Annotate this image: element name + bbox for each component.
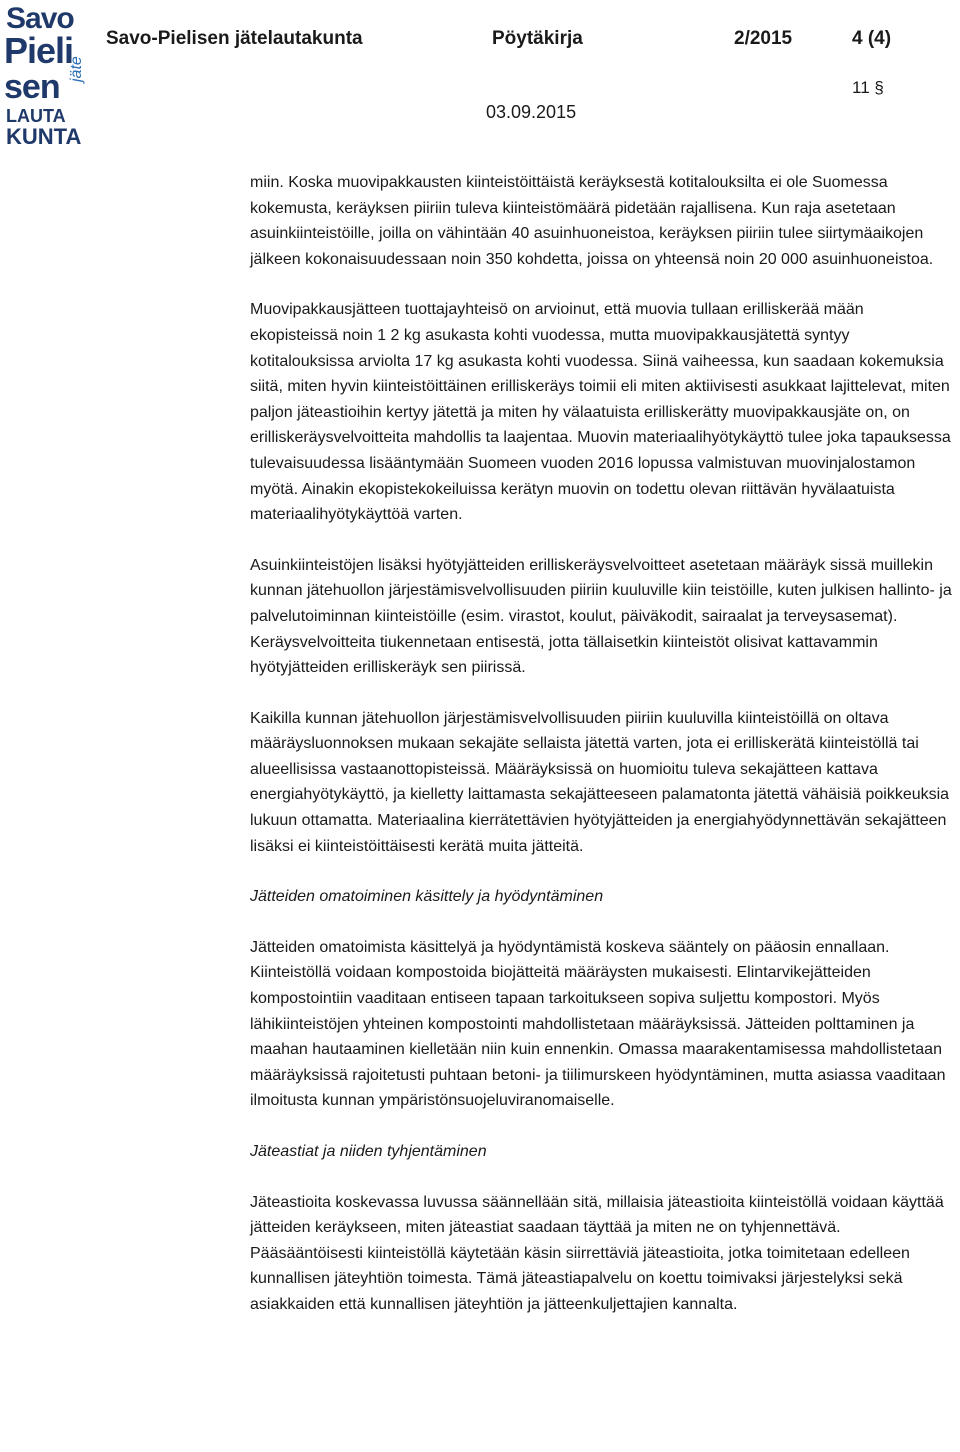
document-body <box>250 170 954 1343</box>
logo-line-lauta: LAUTA <box>6 106 66 126</box>
paragraph-1: miin. Koska muovipakkausten kiinteistöittäistä keräyksestä kotitalouksilta ei ole Suomessa kokemusta, keräyksen piiriin tuleva kiinteistömäärä pidetään rajallisena. Kun raja asetetaan asuinkiinteistöille, joilla on vähintään 40 asuinhuoneistoa, keräyksen piiriin tulee siirtymäaikojen jälkeen kokonaisuudessaan noin 350 kohdetta, joissa on yhteensä noin 20 000 asuinhuoneistoa. <box>250 174 934 268</box>
logo-line-savo: Savo <box>6 2 74 35</box>
paragraph-4: Kaikilla kunnan jätehuollon järjestämisvelvollisuuden piiriin kuuluvilla kiinteistöillä on oltava määräysluonnoksen mukaan sekajäte sellaista jätettä varten, jota ei erilliskerätä kiinteistöllä tai alueellisissa vastaanottopisteissä. Määräyksissä on huomioitu tuleva sekajätteen kattava energiahyötykäyttö, ja kielletty laittamasta sekajätteeseen palamatonta jätettä vähäisiä poikkeuksia lukuun ottamatta. Materiaalina kierrätettävien hyötyjätteiden ja energiahyödynnettävän sekajätteen lisäksi ei kiinteistöittäisesti kerätä muita jätteitä. <box>250 709 950 855</box>
paragraph-3: Asuinkiinteistöjen lisäksi hyötyjätteiden erilliskeräysvelvoitteet asetetaan määräyk sissä muillekin kunnan jätehuollon järjestämisvelvollisuuden piiriin kuuluville kiin teistöille, kuten julkisen hallinto- ja palvelutoiminnan kiinteistöille (esim. virastot, koulut, päiväkodit, sairaalat ja terveysasemat). Keräysvelvoitteita tiukennetaan entisestä, jotta tällaisetkin kiinteistöt olisivat kattavammin hyötyjätteiden erilliskeräyk sen piirissä. <box>250 556 952 677</box>
header-document-type: Pöytäkirja <box>492 28 583 49</box>
header-document-number: 2/2015 <box>734 28 793 49</box>
logo-vertical-jate: jäte <box>68 56 85 82</box>
subheading-waste-containers: Jäteastiat ja niiden tyhjentäminen <box>250 1143 487 1160</box>
logo-line-sen: sen <box>4 68 60 106</box>
subheading-waste-treatment: Jätteiden omatoiminen käsittely ja hyödyntäminen <box>250 888 604 906</box>
logo-line-pieli: Pieli <box>4 30 74 71</box>
paragraph-6: Jäteastioita koskevassa luvussa säännellään sitä, millaisia jäteastioita kiinteistöllä voidaan käyttää jätteiden keräykseen, miten jäteastiat saadaan täyttää ja miten ne on tyhjennettävä. Pääsääntöisesti kiinteistöllä käytetään käsin siirrettäviä jäteastioita, jotka toimitetaan edelleen kunnallisen jäteyhtiön toimesta. Tämä jäteastiapalvelu on koettu toimivaksi järjestelyksi sekä asiakkaiden että kunnallisen jäteyhtiön ja jätteenkuljettajien kannalta. <box>250 1193 944 1313</box>
header-page-number: 4 (4) <box>852 28 892 49</box>
header-section-number: 11 § <box>852 78 884 97</box>
organization-logo <box>2 2 100 150</box>
header-date: 03.09.2015 <box>486 102 577 122</box>
paragraph-2: Muovipakkausjätteen tuottajayhteisö on arvioinut, että muovia tullaan erilliskerää mään ekopisteissä noin 1 2 kg asukasta kohti vuodessa, mutta muovipakkausjätettä syntyy kotitalouksissa arviolta 17 kg asukasta kohti vuodessa. Siinä vaiheessa, kun saadaan kokemuksia siitä, miten hyvin kiinteistöittäinen erilliskeräys toimii eli miten aktiivisesti asukkaat lajittelevat, miten paljon jäteastioihin kertyy jätettä ja miten hy välaatuista erilliskerätty muovipakkausjäte on, on erilliskeräysvelvoitteita mahdollis ta laajentaa. Muovin materiaalihyötykäyttö tulee joka tapauksessa tulevaisuudessa lisääntymään Suomeen vuoden 2016 lopussa valmistuvan muovinjalostamon myötä. Ainakin ekopistekokeiluissa kerätyn muovin on todettu olevan riittävän hyvälaatuista materiaalihyötykäyttöä varten. <box>250 301 951 524</box>
logo-line-kunta: KUNTA <box>6 124 82 149</box>
header-organization: Savo-Pielisen jätelautakunta <box>106 28 363 49</box>
paragraph-5: Jätteiden omatoimista käsittelyä ja hyödyntämistä koskeva sääntely on pääosin ennallaan. Kiinteistöllä voidaan kompostoida biojätteitä määräysten mukaisesti. Elintarvikejätteiden kompostointiin vaaditaan entiseen tapaan tarkoitukseen sopiva suljettu kompostori. Myös lähikiinteistöjen yhteinen kompostointi mahdollistetaan määräyksissä. Jätteiden polttaminen ja maahan hautaaminen kielletään niin kuin ennenkin. Omassa maarakentamisessa mahdollistetaan määräyksissä rajoitetusti puhtaan betoni- ja tiilimurskeen hyödyntäminen, mutta asiassa vaaditaan ilmoitusta kunnan ympäristönsuojeluviranomaiselle. <box>250 938 946 1110</box>
